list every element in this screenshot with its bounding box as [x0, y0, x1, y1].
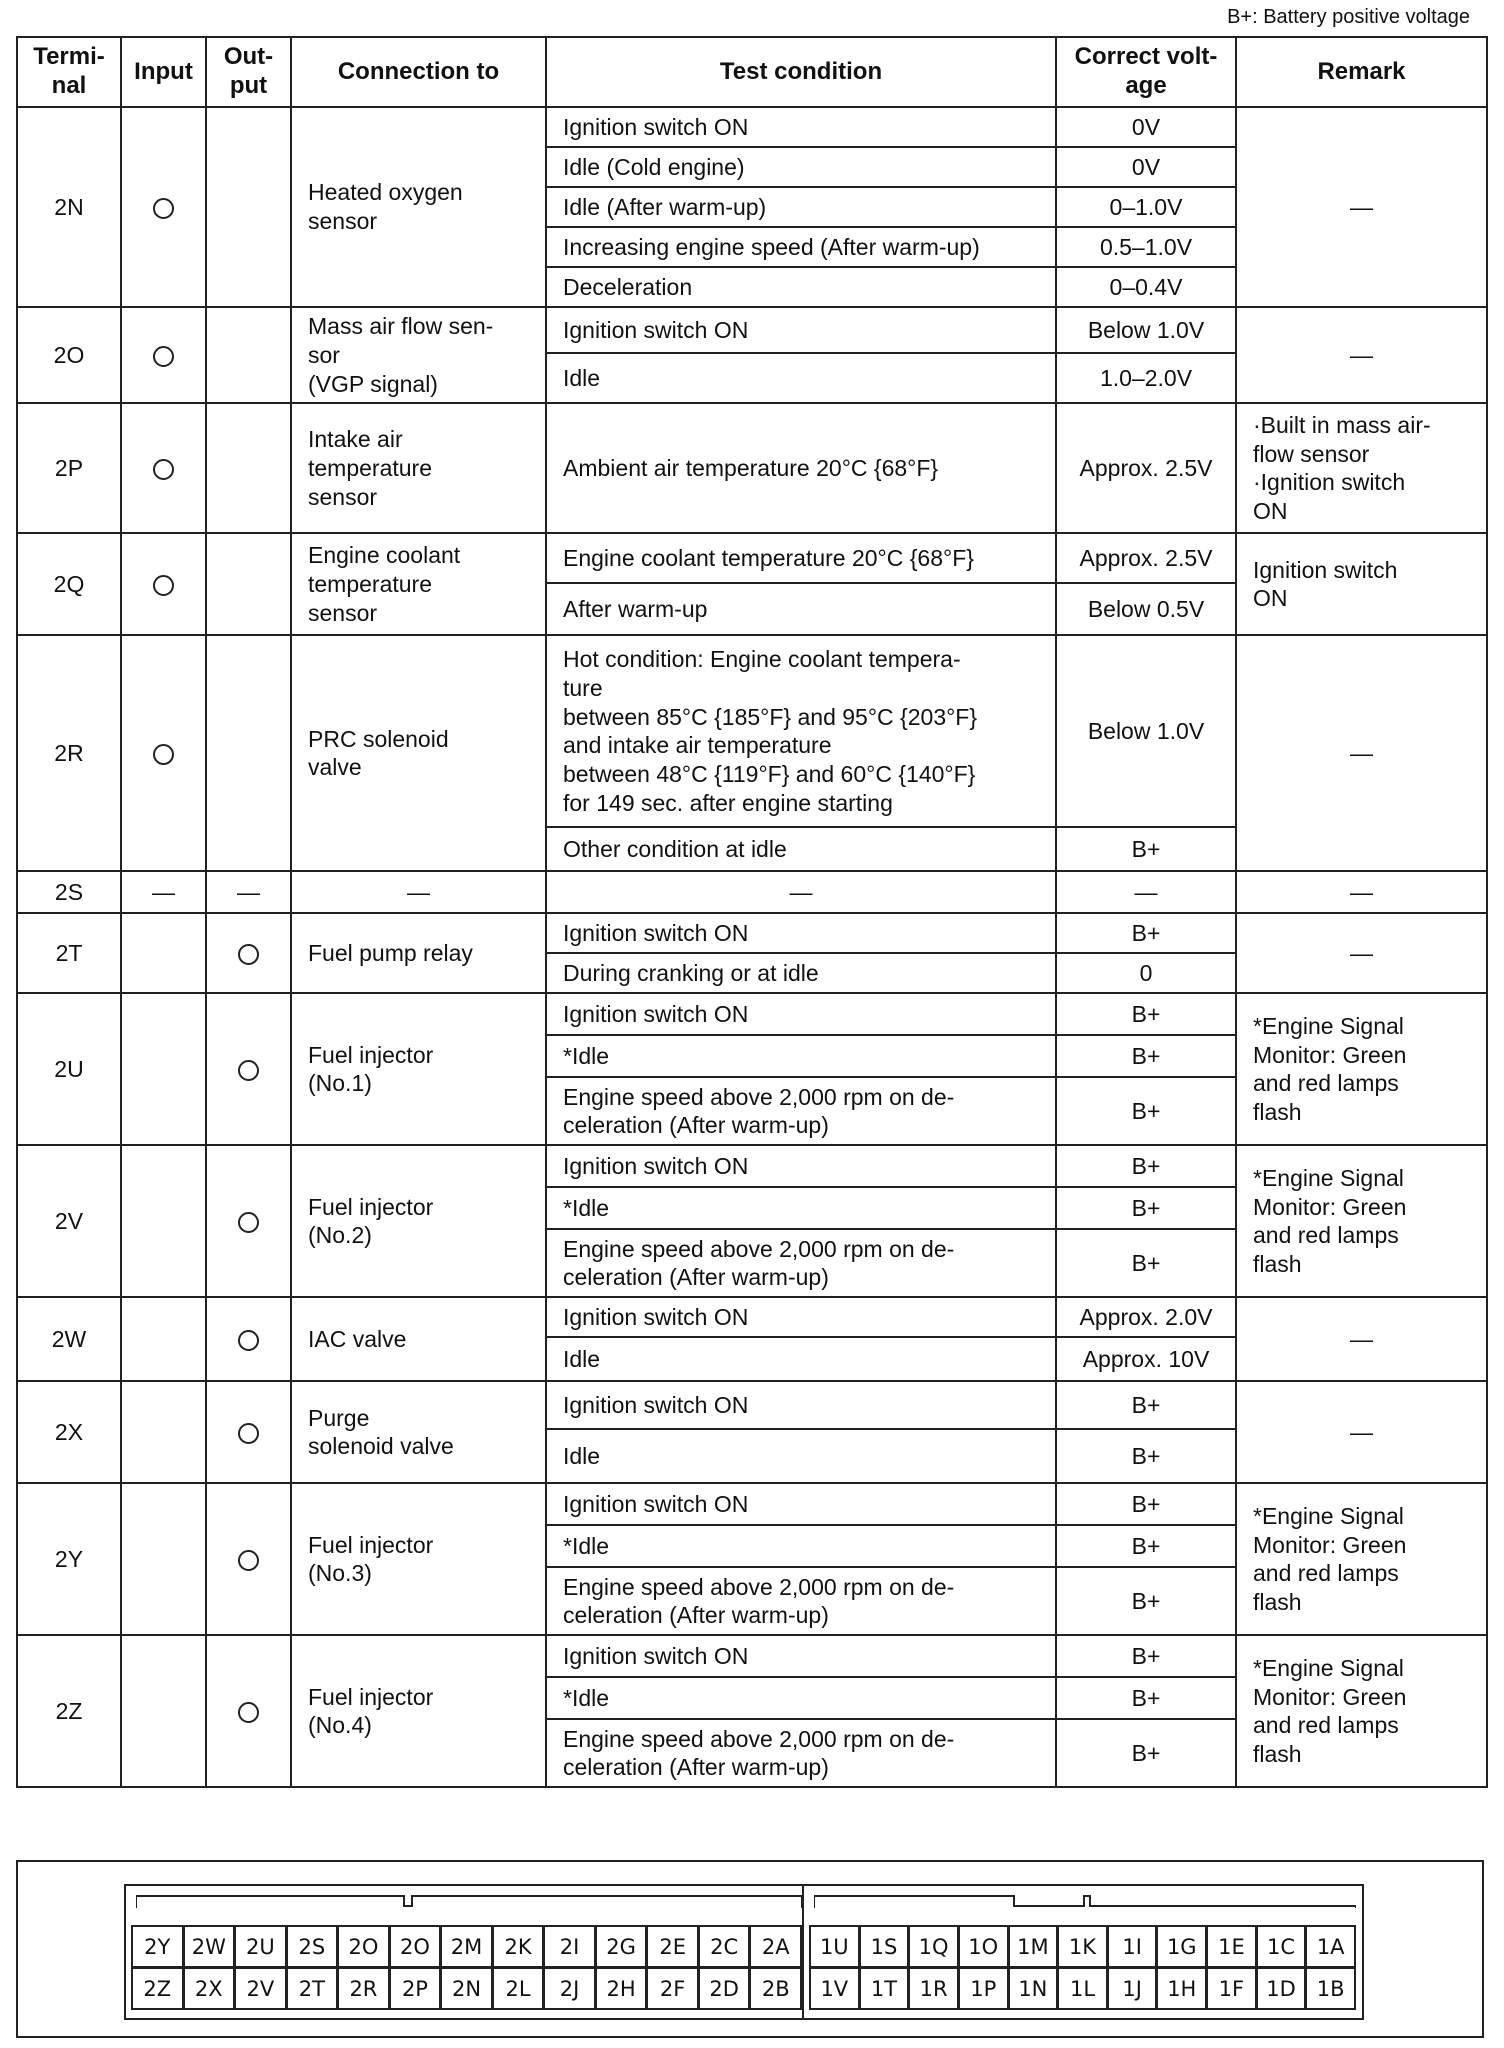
- voltage-cell: Below 1.0V: [1056, 307, 1236, 353]
- output-cell: [206, 533, 291, 635]
- test-condition-cell: Ignition switch ON: [546, 913, 1056, 953]
- connector-pin: 2S: [286, 1925, 339, 1968]
- input-cell: —: [121, 871, 206, 913]
- voltage-cell: 0.5–1.0V: [1056, 227, 1236, 267]
- remark-cell: —: [1236, 1381, 1487, 1483]
- terminal-cell: 2Q: [17, 533, 121, 635]
- connection-cell: Fuel injector (No.2): [291, 1145, 546, 1297]
- test-condition-cell: Engine speed above 2,000 rpm on de- celeration (After warm-up): [546, 1719, 1056, 1787]
- connector-pin: 1C: [1256, 1925, 1307, 1968]
- circle-mark-icon: [153, 198, 174, 219]
- voltage-cell: Approx. 2.5V: [1056, 403, 1236, 533]
- voltage-cell: B+: [1056, 1077, 1236, 1145]
- header-voltage: [1056, 37, 1236, 107]
- voltage-cell: B+: [1056, 1229, 1236, 1297]
- connector-pin: 1E: [1206, 1925, 1257, 1968]
- connector-pin: 2A: [749, 1925, 802, 1968]
- header-voltage-label: Correct volt- age: [1074, 43, 1218, 99]
- test-condition-cell: *Idle: [546, 1525, 1056, 1567]
- test-condition-cell: Idle: [546, 1337, 1056, 1381]
- circle-mark-icon: [153, 575, 174, 596]
- remark-cell: *Engine Signal Monitor: Green and red lamps flash: [1236, 993, 1487, 1145]
- voltage-cell: 0–0.4V: [1056, 267, 1236, 307]
- header-terminal: [17, 37, 121, 107]
- connector-pin: 2G: [595, 1925, 648, 1968]
- table-header-row: [17, 37, 1487, 107]
- connector-pin: 2T: [286, 1967, 339, 2010]
- table-row: [17, 403, 1487, 533]
- voltage-cell: B+: [1056, 1145, 1236, 1187]
- table-row: [17, 635, 1487, 827]
- connector-pin: 2N: [440, 1967, 493, 2010]
- voltage-cell: B+: [1056, 1429, 1236, 1483]
- voltage-cell: B+: [1056, 827, 1236, 871]
- connector-pin: 1M: [1008, 1925, 1059, 1968]
- connection-cell: Fuel injector (No.1): [291, 993, 546, 1145]
- test-condition-cell: Ignition switch ON: [546, 1483, 1056, 1525]
- voltage-cell: B+: [1056, 1035, 1236, 1077]
- remark-cell: Ignition switch ON: [1236, 533, 1487, 635]
- voltage-cell: 0V: [1056, 107, 1236, 147]
- connector-pin: 1I: [1107, 1925, 1158, 1968]
- connector-left-latch: [136, 1894, 802, 1908]
- voltage-cell: Approx. 10V: [1056, 1337, 1236, 1381]
- header-terminal-label: Termi- nal: [33, 43, 105, 99]
- connector-pin: 1Q: [908, 1925, 959, 1968]
- remark-cell: —: [1236, 635, 1487, 871]
- connector-pin: 2L: [492, 1967, 545, 2010]
- test-condition-cell: Engine speed above 2,000 rpm on de- celeration (After warm-up): [546, 1077, 1056, 1145]
- terminal-cell: 2N: [17, 107, 121, 307]
- connector-pin: 1A: [1305, 1925, 1356, 1968]
- output-cell: [206, 635, 291, 871]
- voltage-cell: B+: [1056, 1567, 1236, 1635]
- connection-cell: Mass air flow sen- sor (VGP signal): [291, 307, 546, 403]
- voltage-cell: B+: [1056, 1719, 1236, 1787]
- connection-cell: Intake air temperature sensor: [291, 403, 546, 533]
- table-row: [17, 913, 1487, 953]
- test-condition-cell: Deceleration: [546, 267, 1056, 307]
- connector-pin: 2F: [646, 1967, 699, 2010]
- connector-pin: 2K: [492, 1925, 545, 1968]
- input-cell: [121, 1381, 206, 1483]
- header-output-label: Out- put: [223, 43, 274, 99]
- connector-pin: 1R: [908, 1967, 959, 2010]
- terminal-cell: 2U: [17, 993, 121, 1145]
- connector-pin: 2W: [183, 1925, 236, 1968]
- output-cell: [206, 107, 291, 307]
- test-condition-cell: Idle: [546, 1429, 1056, 1483]
- terminal-cell: 2Z: [17, 1635, 121, 1787]
- test-condition-cell: During cranking or at idle: [546, 953, 1056, 993]
- terminal-cell: 2W: [17, 1297, 121, 1381]
- test-condition-cell: Idle (Cold engine): [546, 147, 1056, 187]
- connector-pin: 2E: [646, 1925, 699, 1968]
- table-row: [17, 1635, 1487, 1677]
- test-condition-cell: Ignition switch ON: [546, 1381, 1056, 1429]
- header-remark: Remark: [1236, 37, 1487, 107]
- test-condition-cell: Ignition switch ON: [546, 993, 1056, 1035]
- connector-pin: 2Y: [131, 1925, 184, 1968]
- terminal-cell: 2P: [17, 403, 121, 533]
- remark-cell: —: [1236, 107, 1487, 307]
- voltage-cell: 0V: [1056, 147, 1236, 187]
- connector-pin: 2I: [543, 1925, 596, 1968]
- terminal-cell: 2S: [17, 871, 121, 913]
- test-condition-cell: Idle (After warm-up): [546, 187, 1056, 227]
- connection-cell: Fuel injector (No.3): [291, 1483, 546, 1635]
- connector-left: [124, 1884, 810, 2020]
- battery-voltage-note: B+: Battery positive voltage: [1227, 6, 1470, 28]
- test-condition-cell: Hot condition: Engine coolant tempera- ture between 85°C {185°F} and 95°C {203°F} and intake air temperature between 48°C {119°F} and 60°C {140°F} for 149 sec. after engine starting: [546, 635, 1056, 827]
- test-condition-cell: *Idle: [546, 1035, 1056, 1077]
- input-cell: [121, 403, 206, 533]
- connector-pin: 1S: [859, 1925, 910, 1968]
- connector-pin: 1J: [1107, 1967, 1158, 2010]
- table-row: [17, 1483, 1487, 1525]
- voltage-cell: B+: [1056, 1483, 1236, 1525]
- voltage-cell: Below 0.5V: [1056, 583, 1236, 635]
- connection-cell: Heated oxygen sensor: [291, 107, 546, 307]
- connection-cell: PRC solenoid valve: [291, 635, 546, 871]
- connector-pin: 2U: [234, 1925, 287, 1968]
- voltage-cell: B+: [1056, 1525, 1236, 1567]
- voltage-cell: —: [1056, 871, 1236, 913]
- remark-cell: ·Built in mass air- flow sensor ·Ignition switch ON: [1236, 403, 1487, 533]
- output-cell: [206, 1381, 291, 1483]
- test-condition-cell: Other condition at idle: [546, 827, 1056, 871]
- test-condition-cell: Idle: [546, 353, 1056, 403]
- connector-pin: 1N: [1008, 1967, 1059, 2010]
- input-cell: [121, 993, 206, 1145]
- output-cell: —: [206, 871, 291, 913]
- test-condition-cell: Engine speed above 2,000 rpm on de- celeration (After warm-up): [546, 1567, 1056, 1635]
- circle-mark-icon: [238, 1060, 259, 1081]
- connector-right-pins: [810, 1926, 1356, 2010]
- connection-cell: Fuel injector (No.4): [291, 1635, 546, 1787]
- connector-pin: 2D: [698, 1967, 751, 2010]
- remark-cell: —: [1236, 871, 1487, 913]
- voltage-cell: 0–1.0V: [1056, 187, 1236, 227]
- connector-pin: 1T: [859, 1967, 910, 2010]
- test-condition-cell: —: [546, 871, 1056, 913]
- connection-cell: IAC valve: [291, 1297, 546, 1381]
- input-cell: [121, 635, 206, 871]
- connector-pin: 1V: [809, 1967, 860, 2010]
- connector-pin: 2X: [183, 1967, 236, 2010]
- table-row: [17, 533, 1487, 583]
- terminal-cell: 2X: [17, 1381, 121, 1483]
- header-output: [206, 37, 291, 107]
- voltage-cell: B+: [1056, 913, 1236, 953]
- connector-pin: 2R: [337, 1967, 390, 2010]
- output-cell: [206, 307, 291, 403]
- output-cell: [206, 1483, 291, 1635]
- remark-cell: —: [1236, 913, 1487, 993]
- input-cell: [121, 1483, 206, 1635]
- terminal-voltage-table: [16, 36, 1488, 1788]
- input-cell: [121, 1297, 206, 1381]
- input-cell: [121, 1145, 206, 1297]
- circle-mark-icon: [153, 744, 174, 765]
- output-cell: [206, 993, 291, 1145]
- input-cell: [121, 533, 206, 635]
- header-connection: Connection to: [291, 37, 546, 107]
- input-cell: [121, 107, 206, 307]
- remark-cell: —: [1236, 1297, 1487, 1381]
- test-condition-cell: Ambient air temperature 20°C {68°F}: [546, 403, 1056, 533]
- voltage-cell: 0: [1056, 953, 1236, 993]
- output-cell: [206, 1297, 291, 1381]
- table-row: [17, 993, 1487, 1035]
- circle-mark-icon: [238, 1550, 259, 1571]
- voltage-cell: 1.0–2.0V: [1056, 353, 1236, 403]
- connector-pin: 1P: [958, 1967, 1009, 2010]
- terminal-cell: 2R: [17, 635, 121, 871]
- remark-cell: *Engine Signal Monitor: Green and red lamps flash: [1236, 1483, 1487, 1635]
- connector-pin: 1H: [1156, 1967, 1207, 2010]
- input-cell: [121, 913, 206, 993]
- table-row: [17, 307, 1487, 353]
- circle-mark-icon: [238, 944, 259, 965]
- remark-cell: *Engine Signal Monitor: Green and red lamps flash: [1236, 1145, 1487, 1297]
- voltage-cell: Below 1.0V: [1056, 635, 1236, 827]
- table-row: [17, 871, 1487, 913]
- header-input: Input: [121, 37, 206, 107]
- voltage-cell: B+: [1056, 1677, 1236, 1719]
- terminal-cell: 2Y: [17, 1483, 121, 1635]
- voltage-cell: Approx. 2.0V: [1056, 1297, 1236, 1337]
- connector-pin: 1B: [1305, 1967, 1356, 2010]
- test-condition-cell: Ignition switch ON: [546, 307, 1056, 353]
- connector-right: [802, 1884, 1364, 2020]
- terminal-cell: 2T: [17, 913, 121, 993]
- connector-pin: 2M: [440, 1925, 493, 1968]
- voltage-cell: B+: [1056, 1381, 1236, 1429]
- terminal-cell: 2V: [17, 1145, 121, 1297]
- connector-pin: 2O: [389, 1925, 442, 1968]
- table-row: [17, 1145, 1487, 1187]
- connection-cell: —: [291, 871, 546, 913]
- circle-mark-icon: [153, 346, 174, 367]
- input-cell: [121, 307, 206, 403]
- table-body: [17, 107, 1487, 1787]
- output-cell: [206, 1635, 291, 1787]
- connection-cell: Fuel pump relay: [291, 913, 546, 993]
- connector-pin: 1G: [1156, 1925, 1207, 1968]
- input-cell: [121, 1635, 206, 1787]
- connector-pin: 2O: [337, 1925, 390, 1968]
- test-condition-cell: Ignition switch ON: [546, 1297, 1056, 1337]
- test-condition-cell: Engine coolant temperature 20°C {68°F}: [546, 533, 1056, 583]
- output-cell: [206, 403, 291, 533]
- circle-mark-icon: [238, 1212, 259, 1233]
- header-test-condition: Test condition: [546, 37, 1056, 107]
- remark-cell: *Engine Signal Monitor: Green and red lamps flash: [1236, 1635, 1487, 1787]
- connection-cell: Engine coolant temperature sensor: [291, 533, 546, 635]
- circle-mark-icon: [153, 459, 174, 480]
- output-cell: [206, 913, 291, 993]
- connector-pin: 1U: [809, 1925, 860, 1968]
- test-condition-cell: *Idle: [546, 1187, 1056, 1229]
- connector-pin: 1F: [1206, 1967, 1257, 2010]
- voltage-cell: Approx. 2.5V: [1056, 533, 1236, 583]
- test-condition-cell: Ignition switch ON: [546, 107, 1056, 147]
- test-condition-cell: Increasing engine speed (After warm-up): [546, 227, 1056, 267]
- test-condition-cell: Ignition switch ON: [546, 1145, 1056, 1187]
- table-row: [17, 1381, 1487, 1429]
- connector-pin: 2J: [543, 1967, 596, 2010]
- table-row: [17, 107, 1487, 147]
- connector-pin: 1D: [1256, 1967, 1307, 2010]
- table-row: [17, 1297, 1487, 1337]
- connector-pin: 2V: [234, 1967, 287, 2010]
- voltage-cell: B+: [1056, 993, 1236, 1035]
- test-condition-cell: *Idle: [546, 1677, 1056, 1719]
- circle-mark-icon: [238, 1423, 259, 1444]
- connection-cell: Purge solenoid valve: [291, 1381, 546, 1483]
- connector-pin: 1K: [1057, 1925, 1108, 1968]
- connector-pin: 2Z: [131, 1967, 184, 2010]
- circle-mark-icon: [238, 1702, 259, 1723]
- remark-cell: —: [1236, 307, 1487, 403]
- voltage-cell: B+: [1056, 1635, 1236, 1677]
- connector-pin: 2C: [698, 1925, 751, 1968]
- connector-pin: 2P: [389, 1967, 442, 2010]
- connector-diagram: [16, 1860, 1484, 2038]
- connector-right-latch: [814, 1894, 1356, 1908]
- connector-pin: 2B: [749, 1967, 802, 2010]
- connector-pin: 1O: [958, 1925, 1009, 1968]
- voltage-cell: B+: [1056, 1187, 1236, 1229]
- terminal-cell: 2O: [17, 307, 121, 403]
- test-condition-cell: Engine speed above 2,000 rpm on de- celeration (After warm-up): [546, 1229, 1056, 1297]
- output-cell: [206, 1145, 291, 1297]
- connector-pin: 2H: [595, 1967, 648, 2010]
- connector-left-pins: [132, 1926, 802, 2010]
- test-condition-cell: After warm-up: [546, 583, 1056, 635]
- circle-mark-icon: [238, 1330, 259, 1351]
- test-condition-cell: Ignition switch ON: [546, 1635, 1056, 1677]
- connector-pin: 1L: [1057, 1967, 1108, 2010]
